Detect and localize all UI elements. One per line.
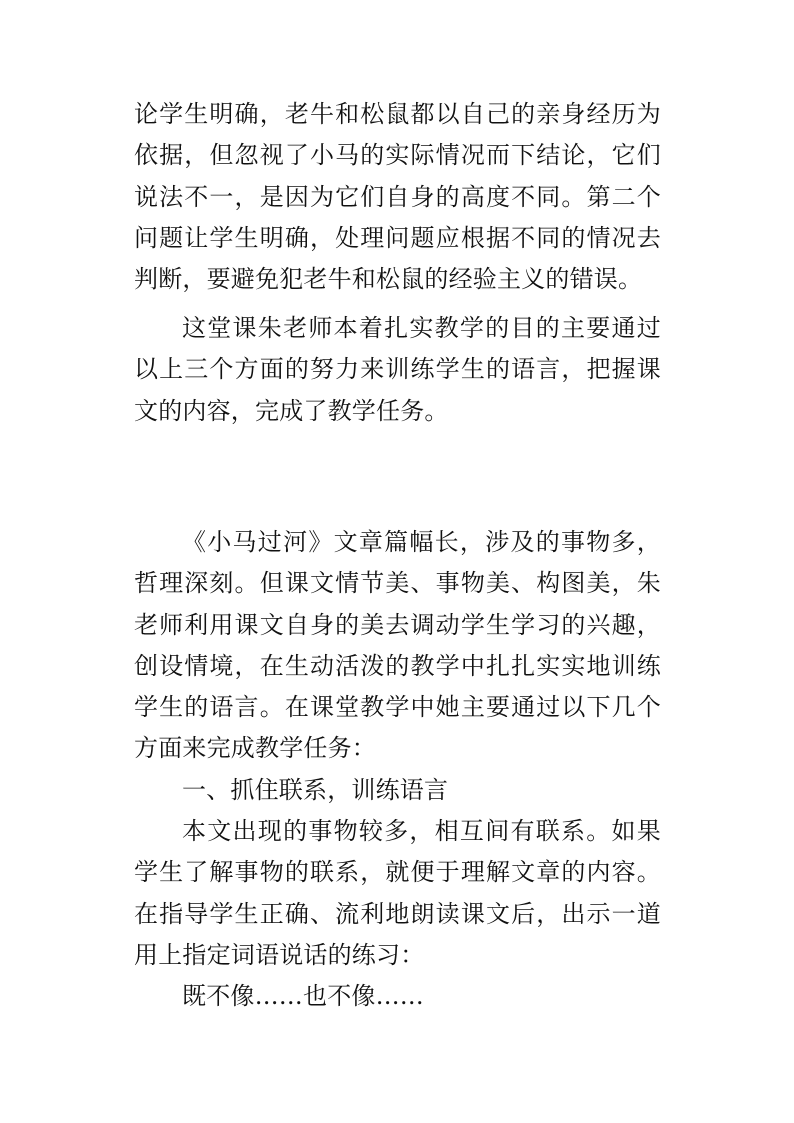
paragraph-summary: 这堂课朱老师本着扎实教学的目的主要通过以上三个方面的努力来训练学生的语言，把握课文的内容，完成了教学任务。 bbox=[134, 314, 661, 425]
paragraph-continuation: 论学生明确，老牛和松鼠都以自己的亲身经历为依据，但忽视了小马的实际情况而下结论，它们说法不一，是因为它们自身的高度不同。第二个问题让学生明确，处理问题应根据不同的情况去判断，要避免犯老牛和松鼠的经验主义的错误。 bbox=[134, 100, 661, 294]
paragraph-intro: 《小马过河》文章篇幅长，涉及的事物多，哲理深刻。但课文情节美、事物美、构图美，朱老师利用课文自身的美去调动学生学习的兴趣，创设情境，在生动活泼的教学中扎扎实实地训练学生的语言。在课堂教学中她主要通过以下几个方面来完成教学任务： bbox=[134, 528, 661, 763]
paragraph-section-body: 本文出现的事物较多，相互间有联系。如果学生了解事物的联系，就便于理解文章的内容。在指导学生正确、流利地朗读课文后，出示一道用上指定词语说话的练习： bbox=[134, 817, 661, 969]
paragraph-exercise: 既不像……也不像…… bbox=[182, 982, 424, 1010]
section-heading: 一、抓住联系，训练语言 bbox=[182, 776, 449, 804]
